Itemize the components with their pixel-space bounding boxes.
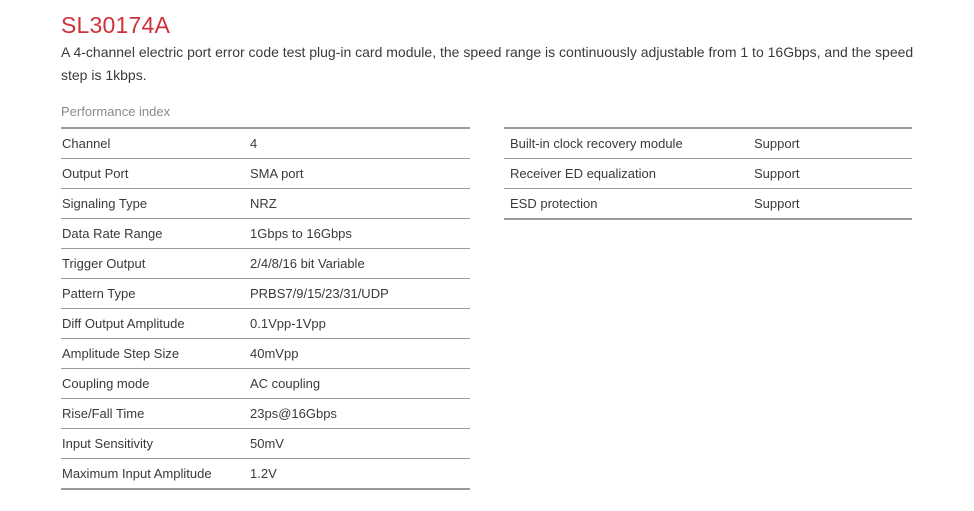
spec-name: Signaling Type (62, 196, 148, 211)
spec-name: Input Sensitivity (62, 436, 154, 451)
spec-name: Rise/Fall Time (62, 406, 145, 421)
spec-row (61, 309, 470, 339)
spec-name: Coupling mode (62, 376, 150, 391)
spec-name: Trigger Output (62, 256, 146, 271)
spec-name: Channel (62, 136, 111, 151)
spec-value: Support (754, 166, 800, 181)
product-description: A 4-channel electric port error code test plug-in card module, the speed range is continuously adjustable from 1 to 16Gbps, and the speed step is 1kbps. (61, 44, 914, 83)
spec-row (61, 459, 470, 490)
spec-row (61, 219, 470, 249)
spec-name: Amplitude Step Size (62, 346, 180, 361)
spec-row (61, 339, 470, 369)
spec-value: AC coupling (250, 376, 321, 391)
spec-name: Data Rate Range (62, 226, 163, 241)
performance-table-left (61, 127, 470, 490)
spec-name: Pattern Type (62, 286, 136, 301)
performance-table-right (504, 127, 912, 220)
section-label: Performance index (61, 104, 171, 119)
spec-row (61, 189, 470, 219)
spec-name: Diff Output Amplitude (62, 316, 185, 331)
spec-value: 1Gbps to 16Gbps (250, 226, 352, 241)
spec-value: 4 (250, 136, 258, 151)
product-title: SL30174A (61, 12, 171, 38)
spec-value: 40mVpp (250, 346, 299, 361)
spec-value: 23ps@16Gbps (250, 406, 337, 421)
spec-row (504, 129, 912, 159)
spec-row (61, 279, 470, 309)
spec-row (61, 399, 470, 429)
spec-value: 0.1Vpp-1Vpp (250, 316, 326, 331)
spec-name: Receiver ED equalization (510, 166, 656, 181)
spec-row (61, 159, 470, 189)
spec-row (61, 249, 470, 279)
spec-value: PRBS7/9/15/23/31/UDP (250, 286, 389, 301)
spec-value: 1.2V (250, 466, 277, 481)
spec-name: Built-in clock recovery module (510, 136, 683, 151)
spec-row (504, 159, 912, 189)
spec-row (504, 189, 912, 220)
spec-value: Support (754, 136, 800, 151)
spec-value: 2/4/8/16 bit Variable (250, 256, 365, 271)
spec-name: Maximum Input Amplitude (62, 466, 212, 481)
spec-value: Support (754, 196, 800, 211)
spec-row (61, 369, 470, 399)
spec-row (61, 129, 470, 159)
spec-value: SMA port (250, 166, 304, 181)
spec-name: Output Port (62, 166, 129, 181)
spec-row (61, 429, 470, 459)
spec-name: ESD protection (510, 196, 598, 211)
spec-value: NRZ (250, 196, 277, 211)
spec-value: 50mV (250, 436, 284, 451)
